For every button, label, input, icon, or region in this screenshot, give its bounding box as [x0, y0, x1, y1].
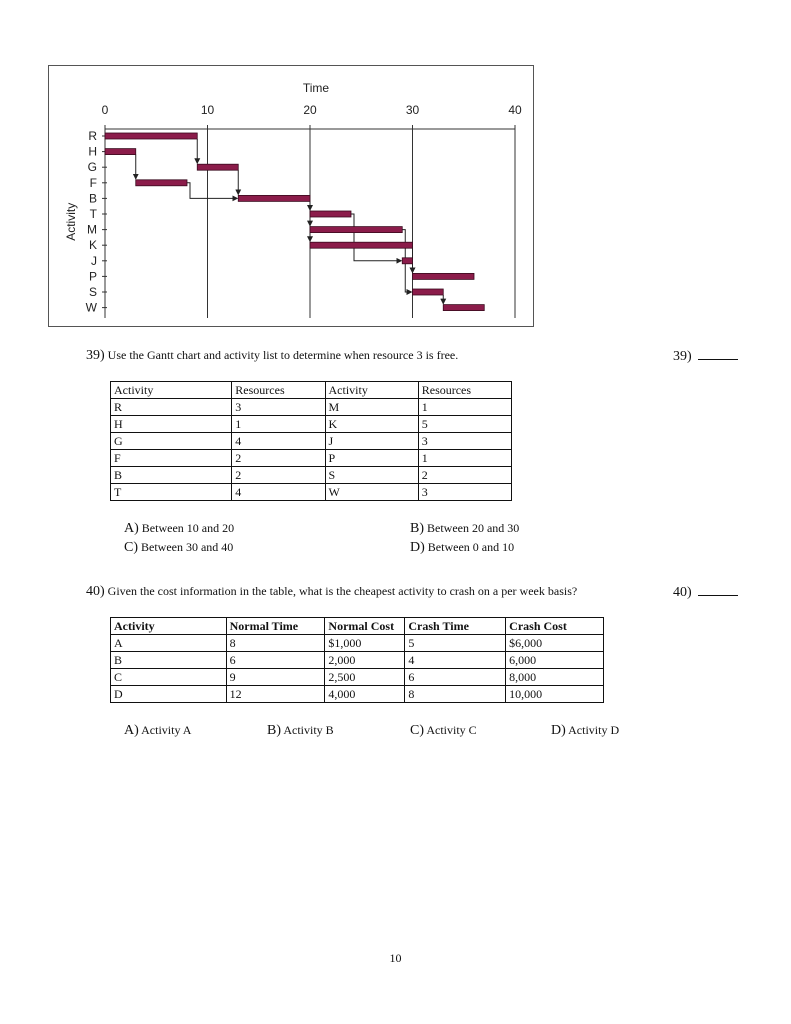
- choice-text: Between 0 and 10: [427, 540, 515, 554]
- choice-text: Between 10 and 20: [141, 521, 235, 535]
- table-cell: 2: [232, 450, 325, 467]
- table-cell: 6,000: [506, 652, 604, 669]
- table-cell: 9: [226, 669, 325, 686]
- activity-label: R: [88, 129, 97, 143]
- answer-40-blank[interactable]: [698, 583, 738, 596]
- table-cell: W: [325, 484, 418, 501]
- choice-letter: C): [124, 540, 138, 555]
- table-row: [111, 467, 512, 484]
- activity-label: T: [89, 207, 97, 221]
- choice-letter: A): [124, 723, 139, 738]
- table-cell: A: [111, 635, 227, 652]
- table-cell: $6,000: [506, 635, 604, 652]
- table-cell: T: [111, 484, 232, 501]
- table-cell: 8,000: [506, 669, 604, 686]
- table-header-cell: Activity: [325, 382, 418, 399]
- table-cell: M: [325, 399, 418, 416]
- choice-40-a[interactable]: [124, 723, 191, 739]
- activity-bar-s: [413, 289, 444, 295]
- table-cell: 1: [418, 450, 511, 467]
- table-cell: B: [111, 467, 232, 484]
- table-cell: 6: [226, 652, 325, 669]
- table-cell: J: [325, 433, 418, 450]
- table-header-cell: Normal Cost: [325, 618, 405, 635]
- table-header-row: [111, 382, 512, 399]
- table-header-cell: Resources: [418, 382, 511, 399]
- choice-40-d[interactable]: [551, 723, 619, 739]
- activity-label: S: [88, 285, 97, 299]
- choice-text: Activity D: [568, 723, 620, 737]
- table-cell: K: [325, 416, 418, 433]
- question-40: [86, 584, 577, 600]
- table-cell: 3: [418, 484, 511, 501]
- table-cell: 2: [232, 467, 325, 484]
- choice-39-d[interactable]: [410, 540, 514, 556]
- table-cell: 5: [418, 416, 511, 433]
- activity-bar-w: [443, 305, 484, 311]
- table-header-cell: Resources: [232, 382, 325, 399]
- table-cell: S: [325, 467, 418, 484]
- table-cell: 2: [418, 467, 511, 484]
- table-header-cell: Activity: [111, 618, 227, 635]
- table-cell: F: [111, 450, 232, 467]
- answer-39-blank[interactable]: [698, 347, 738, 360]
- table-cell: 2,500: [325, 669, 405, 686]
- activity-label: P: [88, 269, 97, 284]
- x-tick-label: 30: [405, 103, 420, 117]
- answer-slot-39: [673, 347, 738, 365]
- x-tick-label: 40: [508, 103, 522, 117]
- question-39-text: Use the Gantt chart and activity list to determine when resource 3 is free.: [107, 348, 459, 362]
- activity-bar-r: [105, 133, 197, 139]
- resource-table: [110, 381, 512, 501]
- table-cell: $1,000: [325, 635, 405, 652]
- question-39-number: 39): [86, 348, 105, 363]
- table-cell: 1: [232, 416, 325, 433]
- table-cell: P: [325, 450, 418, 467]
- question-39: [86, 348, 458, 364]
- choice-39-a[interactable]: [124, 521, 234, 537]
- activity-bar-b: [238, 195, 310, 201]
- choice-39-b[interactable]: [410, 521, 519, 537]
- table-cell: B: [111, 652, 227, 669]
- table-row: [111, 635, 604, 652]
- table-cell: 10,000: [506, 686, 604, 703]
- x-tick-label: 0: [101, 103, 109, 117]
- table-row: [111, 416, 512, 433]
- x-tick-label: 10: [200, 103, 215, 117]
- choice-text: Activity A: [141, 723, 192, 737]
- choice-letter: B): [267, 723, 281, 738]
- activity-label: G: [87, 160, 97, 175]
- choice-letter: B): [410, 521, 424, 536]
- choice-40-b[interactable]: [267, 723, 334, 739]
- y-axis-label: Activity: [64, 202, 78, 241]
- activity-label: F: [89, 175, 97, 190]
- activity-bar-j: [402, 258, 412, 264]
- table-header-cell: Normal Time: [226, 618, 325, 635]
- table-cell: 4: [405, 652, 506, 669]
- activity-bar-p: [413, 273, 475, 279]
- table-cell: 8: [405, 686, 506, 703]
- activity-label: M: [87, 222, 97, 237]
- table-header-cell: Activity: [111, 382, 232, 399]
- activity-bar-m: [310, 227, 402, 233]
- table-cell: C: [111, 669, 227, 686]
- table-row: [111, 669, 604, 686]
- choice-text: Between 20 and 30: [427, 521, 520, 535]
- gantt-chart-figure: [48, 65, 534, 327]
- table-row: [111, 686, 604, 703]
- answer-slot-40: [673, 583, 738, 601]
- cost-table: [110, 617, 604, 703]
- question-40-number: 40): [86, 584, 105, 599]
- table-header-row: [111, 618, 604, 635]
- page-number: 10: [389, 951, 402, 965]
- table-cell: 2,000: [325, 652, 405, 669]
- answer-39-label: 39): [673, 349, 692, 364]
- choice-39-c[interactable]: [124, 540, 233, 556]
- table-row: [111, 399, 512, 416]
- activity-bar-k: [310, 242, 413, 248]
- activity-label: B: [88, 191, 97, 206]
- precedence-arrow: [187, 183, 237, 199]
- table-cell: G: [111, 433, 232, 450]
- table-row: [111, 450, 512, 467]
- table-cell: 6: [405, 669, 506, 686]
- table-cell: 5: [405, 635, 506, 652]
- activity-label: J: [91, 253, 97, 268]
- table-cell: 1: [418, 399, 511, 416]
- table-cell: 8: [226, 635, 325, 652]
- activity-bar-t: [310, 211, 351, 217]
- table-header-cell: Crash Cost: [506, 618, 604, 635]
- table-header-cell: Crash Time: [405, 618, 506, 635]
- table-cell: 3: [418, 433, 511, 450]
- choice-text: Activity B: [283, 723, 334, 737]
- activity-label: K: [88, 238, 97, 253]
- choice-letter: A): [124, 521, 139, 536]
- activity-bar-g: [197, 164, 238, 170]
- choice-text: Activity C: [426, 723, 477, 737]
- table-row: [111, 433, 512, 450]
- precedence-arrow: [351, 214, 401, 261]
- table-cell: 4: [232, 484, 325, 501]
- choice-40-c[interactable]: [410, 723, 477, 739]
- choice-letter: C): [410, 723, 424, 738]
- choice-text: Between 30 and 40: [141, 540, 234, 554]
- table-row: [111, 652, 604, 669]
- table-cell: 3: [232, 399, 325, 416]
- table-cell: D: [111, 686, 227, 703]
- table-row: [111, 484, 512, 501]
- gantt-chart-svg: [49, 66, 533, 326]
- table-cell: H: [111, 416, 232, 433]
- activity-label: H: [88, 144, 97, 159]
- question-40-text: Given the cost information in the table, what is the cheapest activity to crash on a per week basis?: [107, 584, 578, 598]
- choice-letter: D): [410, 540, 425, 555]
- table-cell: 4: [232, 433, 325, 450]
- x-tick-label: 20: [303, 103, 317, 117]
- table-cell: 12: [226, 686, 325, 703]
- choice-letter: D): [551, 723, 566, 738]
- answer-40-label: 40): [673, 585, 692, 600]
- table-cell: R: [111, 399, 232, 416]
- table-cell: 4,000: [325, 686, 405, 703]
- activity-bar-h: [105, 149, 136, 155]
- chart-title: Time: [302, 81, 330, 95]
- activity-bar-f: [136, 180, 187, 186]
- activity-label: W: [85, 300, 97, 315]
